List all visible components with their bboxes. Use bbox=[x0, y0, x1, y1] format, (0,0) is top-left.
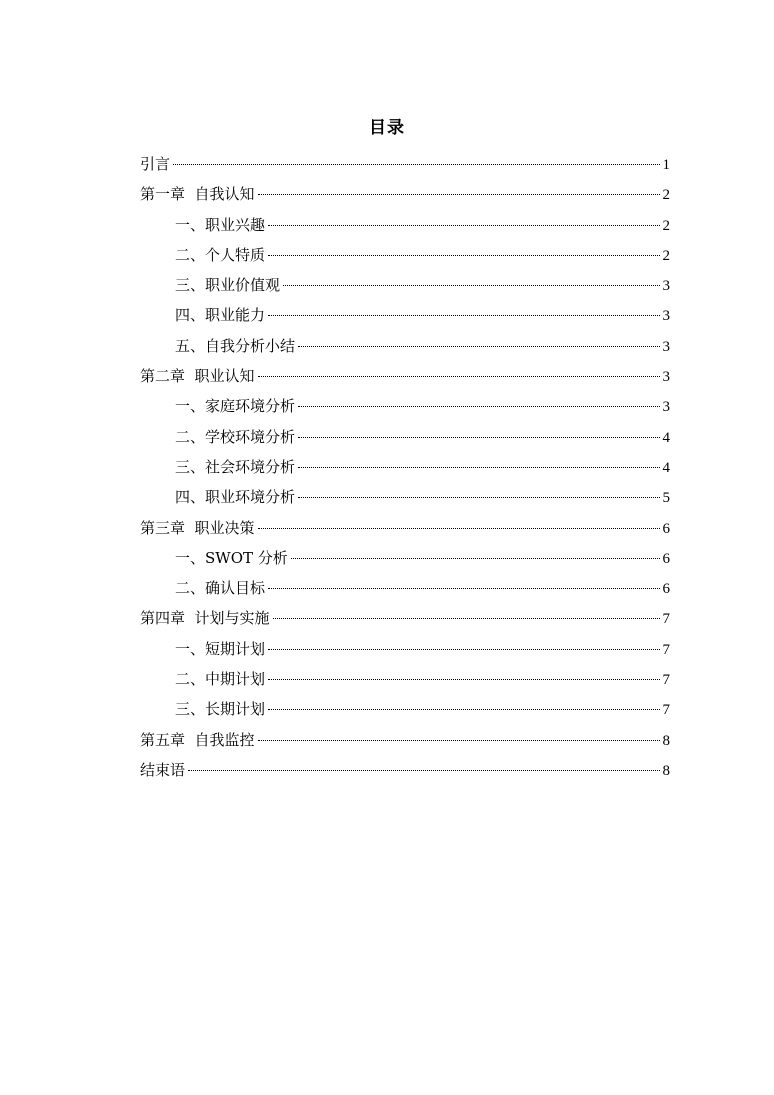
toc-page-number: 6 bbox=[662, 520, 670, 537]
toc-page-number: 1 bbox=[662, 157, 670, 173]
toc-page-number: 3 bbox=[662, 399, 670, 416]
toc-entry-chapter-2[interactable] bbox=[140, 361, 670, 391]
dot-leader bbox=[298, 406, 660, 407]
toc-entry-section[interactable] bbox=[140, 573, 670, 603]
toc-entry-section[interactable] bbox=[140, 694, 670, 724]
dot-leader bbox=[173, 164, 660, 165]
toc-entry-section[interactable] bbox=[140, 452, 670, 482]
dot-leader bbox=[258, 740, 660, 741]
toc-page-number: 3 bbox=[662, 308, 670, 325]
dot-leader bbox=[268, 679, 660, 680]
dot-leader bbox=[268, 225, 660, 226]
toc-entry-text: 第三章 职业决策 bbox=[140, 518, 255, 537]
toc-page-number: 2 bbox=[662, 247, 670, 264]
toc-entry-section[interactable] bbox=[140, 240, 670, 270]
toc-entry-section[interactable] bbox=[140, 331, 670, 361]
toc-entry-section[interactable] bbox=[140, 270, 670, 300]
toc-page-number: 2 bbox=[662, 217, 670, 234]
toc-entry-section[interactable] bbox=[140, 634, 670, 664]
dot-leader bbox=[268, 588, 660, 589]
dot-leader bbox=[298, 437, 660, 438]
toc-page-number: 7 bbox=[662, 672, 670, 689]
toc-page-number: 4 bbox=[662, 429, 670, 446]
toc-entry-chapter-4[interactable] bbox=[140, 603, 670, 633]
toc-entry-text: 四、职业能力 bbox=[175, 306, 266, 325]
toc-entry-section[interactable] bbox=[140, 482, 670, 512]
toc-entry-chapter-3[interactable] bbox=[140, 513, 670, 543]
dot-leader bbox=[188, 770, 660, 771]
toc-entry-text: 一、家庭环境分析 bbox=[175, 397, 296, 416]
toc-page-number: 5 bbox=[662, 490, 670, 507]
dot-leader bbox=[283, 285, 660, 286]
toc-entry-text: 第五章 自我监控 bbox=[140, 730, 255, 749]
toc-entry-text: 二、个人特质 bbox=[175, 245, 266, 264]
toc-entry-section[interactable] bbox=[140, 422, 670, 452]
toc-entry-text: 五、自我分析小结 bbox=[175, 336, 296, 355]
toc-page-number: 3 bbox=[662, 369, 670, 386]
toc-entry-section[interactable] bbox=[140, 543, 670, 573]
dot-leader bbox=[268, 709, 660, 710]
toc-entry-text: 四、职业环境分析 bbox=[175, 488, 296, 507]
dot-leader bbox=[258, 194, 660, 195]
toc-entry-text: 二、中期计划 bbox=[175, 670, 266, 689]
dot-leader bbox=[291, 558, 660, 559]
toc-page-number: 7 bbox=[662, 611, 670, 628]
toc-list bbox=[140, 149, 670, 785]
toc-entry-text: 三、长期计划 bbox=[175, 700, 266, 719]
toc-entry-chapter-5[interactable] bbox=[140, 725, 670, 755]
toc-entry-text: 二、确认目标 bbox=[175, 579, 266, 598]
toc-entry-section[interactable] bbox=[140, 210, 670, 240]
toc-page-number: 7 bbox=[662, 641, 670, 658]
toc-page-number: 7 bbox=[662, 702, 670, 719]
dot-leader bbox=[273, 618, 660, 619]
toc-entry-text: 三、社会环境分析 bbox=[175, 457, 296, 476]
dot-leader bbox=[268, 255, 660, 256]
dot-leader bbox=[298, 467, 660, 468]
toc-entry-text: 引言 bbox=[140, 155, 171, 173]
toc-entry-text: 二、学校环境分析 bbox=[175, 427, 296, 446]
dot-leader bbox=[298, 346, 660, 347]
toc-page-number: 6 bbox=[662, 550, 670, 567]
toc-page-number: 2 bbox=[662, 187, 670, 204]
dot-leader bbox=[268, 649, 660, 650]
dot-leader bbox=[258, 528, 660, 529]
toc-entry-chapter-1[interactable] bbox=[140, 179, 670, 209]
toc-page-number: 3 bbox=[662, 338, 670, 355]
toc-page-number: 3 bbox=[662, 278, 670, 295]
toc-entry-text: 第一章 自我认知 bbox=[140, 185, 255, 204]
toc-entry-text: 第四章 计划与实施 bbox=[140, 609, 270, 628]
toc-entry-text: 一、职业兴趣 bbox=[175, 215, 266, 234]
dot-leader bbox=[258, 376, 660, 377]
toc-entry-section[interactable] bbox=[140, 300, 670, 330]
toc-entry-text: 结束语 bbox=[140, 760, 186, 779]
toc-page-number: 8 bbox=[662, 762, 670, 779]
toc-entry-text: 三、职业价值观 bbox=[175, 276, 281, 295]
dot-leader bbox=[298, 497, 660, 498]
toc-entry-section[interactable] bbox=[140, 664, 670, 694]
toc-entry-text: 第二章 职业认知 bbox=[140, 367, 255, 386]
toc-entry-intro[interactable] bbox=[140, 149, 670, 179]
toc-entry-conclusion[interactable] bbox=[140, 755, 670, 785]
toc-page-number: 8 bbox=[662, 732, 670, 749]
toc-entry-text: 一、SWOT 分析 bbox=[175, 548, 288, 567]
dot-leader bbox=[268, 315, 660, 316]
toc-title: 目录 bbox=[369, 118, 405, 138]
toc-page-number: 4 bbox=[662, 459, 670, 476]
toc-page-number: 6 bbox=[662, 581, 670, 598]
toc-entry-text: 一、短期计划 bbox=[175, 639, 266, 658]
toc-entry-section[interactable] bbox=[140, 391, 670, 421]
